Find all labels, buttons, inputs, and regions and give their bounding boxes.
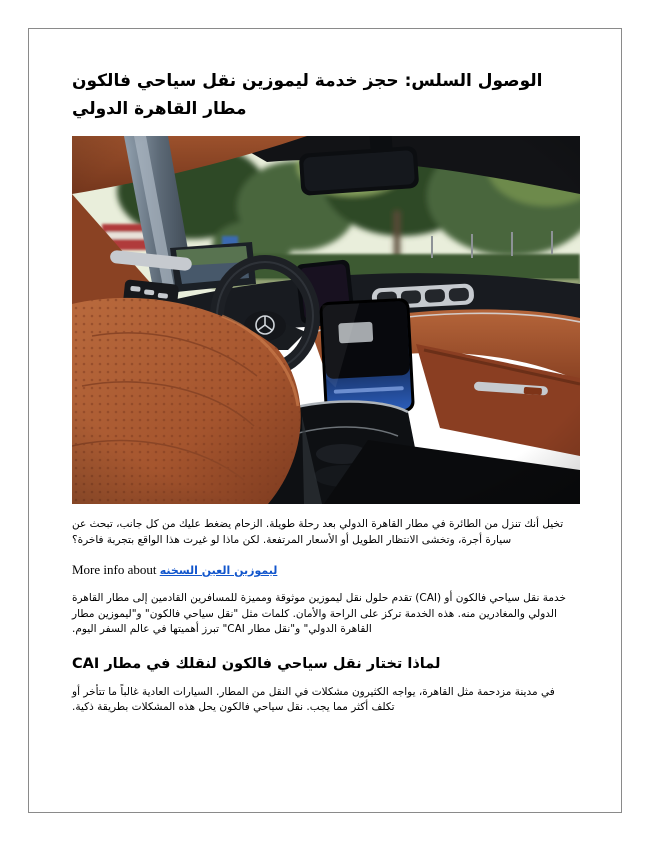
section-heading: لماذا تختار نقل سياحي فالكون لنقلك في مطار CAI bbox=[72, 655, 441, 672]
document-content bbox=[72, 68, 580, 728]
car-interior-illustration bbox=[72, 136, 580, 504]
intro-paragraph: تخيل أنك تنزل من الطائرة في مطار القاهرة الدولي بعد رحلة طويلة. الزحام يضغط عليك من كل جانب، تبحث عن سيارة أجرة، وتخشى الانتظار الطويل أو الأسعار المرتفعة. لكن ماذا لو غيرت هذا الواقع بتجربة فاخرة؟ bbox=[72, 518, 564, 546]
more-info-link[interactable]: ليموزين العين السخنه bbox=[159, 564, 278, 578]
car-interior-photo bbox=[72, 136, 580, 504]
body-paragraph: خدمة نقل سياحي فالكون أو (CAI) تقدم حلول نقل ليموزين موثوقة ومميزة للمسافرين القادمين إلى مطار القاهرة الدولي والمغادرين منه. هذه الخدمة تركز على الراحة والأمان. كلمات مثل "نقل سياحي فالكون" و"ليموزين مطار القاهرة الدولي" و"نقل مطار CAI" تبرز أهميتها في عالم السفر اليوم. bbox=[72, 592, 566, 636]
more-info-text: More info about bbox=[72, 562, 160, 578]
vignette bbox=[72, 136, 580, 504]
document-title: الوصول السلس: حجز خدمة ليموزين نقل سياحي فالكون مطار القاهرة الدولي bbox=[72, 71, 543, 119]
closing-paragraph: في مدينة مزدحمة مثل القاهرة، يواجه الكثيرون مشكلات في النقل من المطار. السيارات العادية غالباً ما تتأخر أو تكلف أكثر مما يجب. نقل سياحي فالكون يحل هذه المشكلات بطريقة ذكية. bbox=[72, 685, 555, 714]
more-info-line bbox=[72, 562, 580, 578]
